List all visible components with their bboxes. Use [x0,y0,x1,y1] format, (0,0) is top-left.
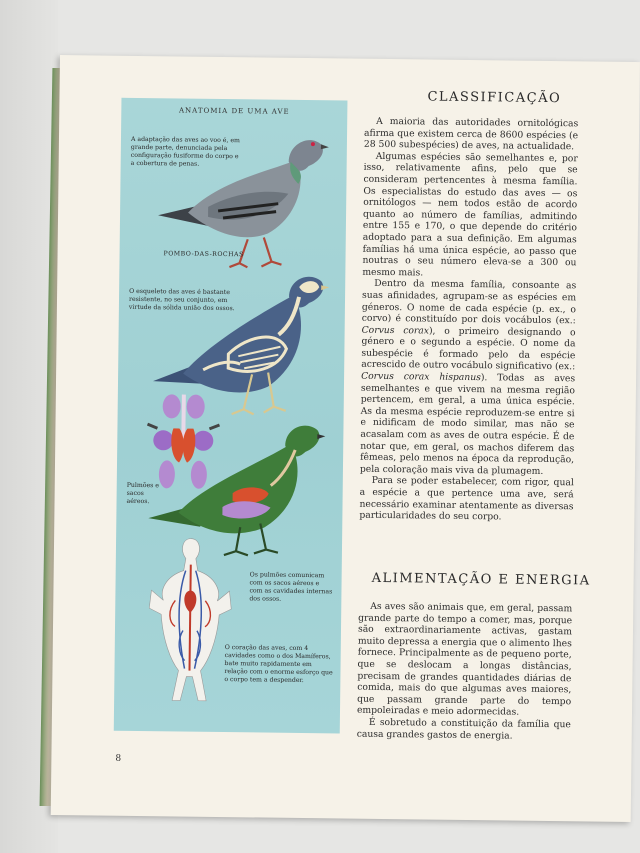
text-run: Dentro da mesma família, consoante as suas afinidades, agrupam-se as espécies em géneros. O nome de cada espécie (p. ex., o corvo) é constituído por dois vocábulos (ex.: [361,278,577,327]
panel-title: ANATOMIA DE UMA AVE [178,106,290,116]
paragraph: A maioria das autoridades ornitológicas afirma que existem cerca de 8600 espécies (e 28 500 subespécies) de aves, na actualidade. [363,115,579,153]
section-alimentacao [357,601,573,743]
caption-skeleton: O esqueleto das aves é bastante resistente, no seu conjunto, em virtude da sólida união dos ossos. [128,287,235,313]
paragraph: As aves são animais que, em geral, passam grande parte do tempo a comer, mas, porque são extraordinariamente activas, gastam muito depressa a energia que o alimento lhes fornece. Principalmente as de pequeno porte, que se deslocam a longas distâncias, precisam de grandes quantidades diárias de comida, mais do que algumas aves maiores, que passam grande parte do tempo empoleiradas e meio adormecidas. [356,600,573,719]
paragraph: É sobretudo a constituição da família que causa grandes gastos de energia. [356,716,571,742]
species-name: Corvus corax [361,324,430,337]
label-lungs: Pulmões e sacos aéreos. [126,481,159,506]
page-number: 8 [115,753,122,764]
paragraph [360,278,576,478]
book-page [51,55,640,822]
text-run: ), o primeiro designando o género e o segundo a espécie. O nome da subespécie é formado pelo da espécie acrescido de outro vocábulo significativo (ex.: [361,325,576,373]
label-pigeon: POMBO-DAS-ROCHAS [163,250,244,259]
anatomy-panel [114,98,348,734]
caption-adaptation: A adaptação das aves ao voo é, em grande parte, denunciada pela configuração fusiforme do corpo e a cobertura de penas. [130,135,240,168]
heading-alimentacao: ALIMENTAÇÃO E ENERGIA [371,570,591,589]
heading-classificacao: CLASSIFICAÇÃO [427,89,562,107]
paragraph: Para se poder estabelecer, com rigor, qual a espécie a que pertence uma ave, será necessário examinar atentamente as diversas particularidades do seu corpo. [359,475,574,523]
paragraph: Algumas espécies são semelhantes e, por isso, relativamente afins, pelo que se consideram pertencentes à mesma família. Os especialistas do estudo das aves — os ornitólogos — nem todos estão de acordo quanto ao número de famílias, admitindo entre 155 e 170, o que depende do critério adoptado para a sua definição. Em algumas famílias há uma única espécie, ao passo que noutras o seu número eleva-se a 300 ou mesmo mais. [362,150,578,279]
subspecies-name: Corvus corax hispanus [361,370,481,384]
heart-illustration [144,530,236,711]
section-classificacao [359,116,578,524]
caption-lungs-communicate: Os pulmões comunicam com os sacos aéreos e com as cavidades internas dos ossos. [249,571,333,603]
text-run: ). Todas as aves semelhantes e que vivem na mesma região pertencem, em geral, a uma única espécie. As da mesma espécie reproduzem-se entre si e nidificam de modo similar, mas não se acasalam com as aves de outra espécie. É de notar que, em geral, os machos diferem das fêmeas, pelo menos na época da reprodução, pela coloração mais viva da plumagem. [359,372,576,477]
caption-heart: O coração das aves, com 4 cavidades como o dos Mamíferos, bate muito rapidamente em relação com o enorme esforço que o corpo tem a despender. [224,644,333,685]
